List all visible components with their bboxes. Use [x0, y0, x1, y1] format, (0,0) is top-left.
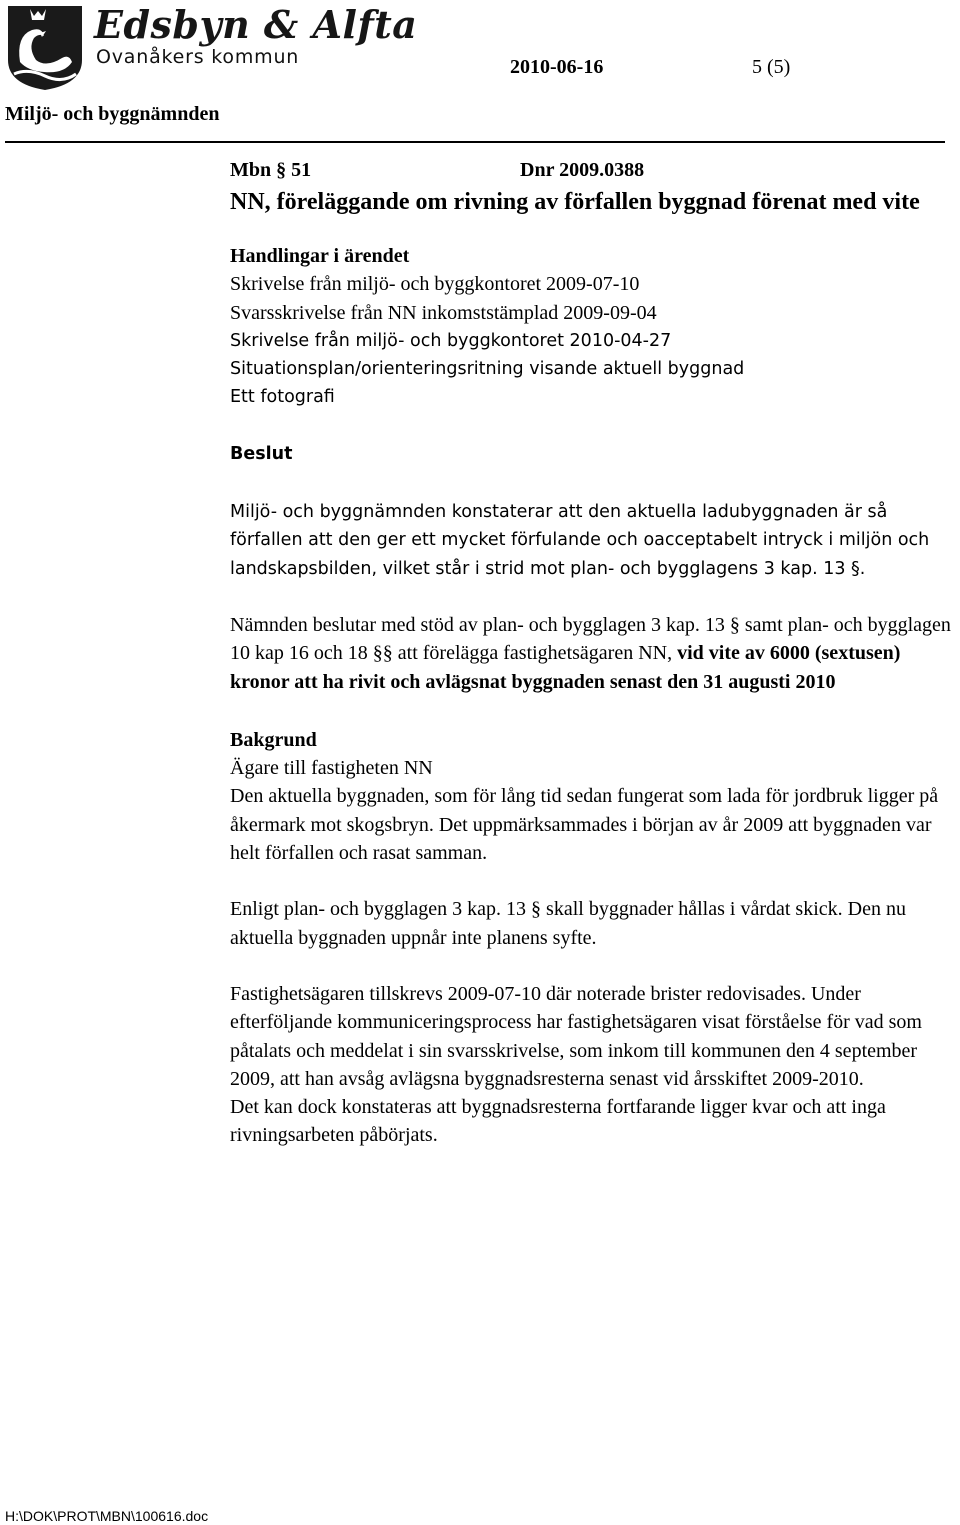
- document-item: Ett fotografi: [230, 387, 335, 408]
- background-paragraph: Fastighetsägaren tillskrevs 2009-07-10 där noterade brister redovisades. Under efterföljande kommuniceringsprocess har fastighetsägaren visat förståelse för vad som påtalats och meddelat i sin svarsskrivelse, som inkom till kommunen den 4 september 2009, att han avsåg avlägsna byggnadsresterna senast vid årsskiftet 2009-2010.: [230, 982, 922, 1090]
- decision-paragraph: Miljö- och byggnämnden konstaterar att den aktuella ladubyggnaden är så förfallen att den ger ett mycket förfulande och oacceptabelt intryck i miljön och landskapsbilden, vilket står i strid mot plan- och bygglagens 3 kap. 13 §.: [230, 502, 930, 579]
- case-title: NN, föreläggande om rivning av förfallen byggnad förenat med vite: [230, 189, 920, 215]
- decision-heading: Beslut: [230, 443, 293, 464]
- background-paragraph: Enligt plan- och bygglagen 3 kap. 13 § skall byggnader hållas i vårdat skick. Den nu aktuella byggnaden uppnår inte planens syfte.: [230, 898, 906, 949]
- background-paragraph: Den aktuella byggnaden, som för lång tid sedan fungerat som lada för jordbruk ligger på åkermark mot skogsbryn. Det uppmärksammades i början av år 2009 att byggnaden var helt förfallen och rasat samman.: [230, 785, 939, 865]
- file-path: H:\DOK\PROT\MBN\100616.doc: [5, 1508, 209, 1524]
- page-number: 5 (5): [752, 56, 791, 78]
- swan-crown-emblem-icon: [6, 2, 84, 92]
- document-item: Skrivelse från miljö- och byggkontoret 2010-04-27: [230, 330, 672, 351]
- paragraph-number: Mbn § 51: [230, 159, 312, 181]
- logo-subtitle: Ovanåkers kommun: [96, 46, 300, 68]
- registration-number: Dnr 2009.0388: [520, 159, 645, 181]
- document-item: Svarsskrivelse från NN inkomststämplad 2009-09-04: [230, 301, 657, 324]
- decision-emphasis: vid vite av 6000 (sextusen) kronor att ha rivit och avlägsnat byggnaden senast den 31 augusti 2010: [230, 642, 901, 693]
- document-item: Skrivelse från miljö- och byggkontoret 2009-07-10: [230, 273, 640, 296]
- decision-paragraph: [230, 611, 958, 696]
- logo-wordmark: Edsbyn & Alfta: [94, 2, 418, 47]
- header-divider: [5, 141, 945, 143]
- document-item: Situationsplan/orienteringsritning visande aktuell byggnad: [230, 359, 745, 380]
- document-body: [230, 156, 958, 1150]
- owner-line: Ägare till fastigheten NN: [230, 757, 433, 780]
- background-heading: Bakgrund: [230, 728, 317, 751]
- case-reference-row: [230, 156, 958, 186]
- meeting-date: 2010-06-16: [510, 56, 604, 78]
- background-paragraph: Det kan dock konstateras att byggnadsresterna fortfarande ligger kvar och att inga rivningsarbeten påbörjats.: [230, 1096, 886, 1147]
- municipality-logo: [6, 2, 418, 92]
- documents-heading: Handlingar i ärendet: [230, 245, 410, 267]
- committee-name: Miljö- och byggnämnden: [5, 103, 220, 125]
- decision-text: Nämnden beslutar med stöd av plan- och bygglagen 3 kap. 13 § samt plan- och bygglagen 10 kap 16 och 18 §§ att förelägga fastighetsägaren NN,: [230, 613, 951, 665]
